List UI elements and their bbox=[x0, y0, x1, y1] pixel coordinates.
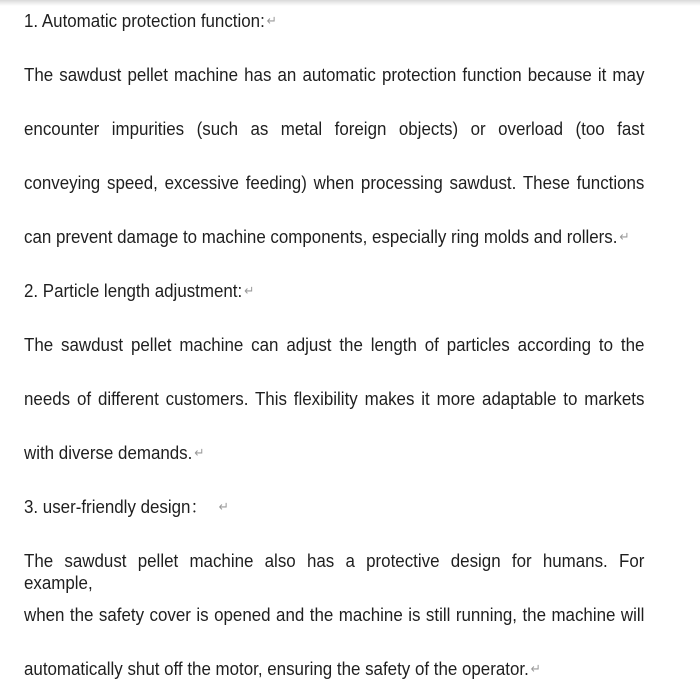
paragraph-mark-icon: ↵ bbox=[266, 13, 277, 28]
paragraph-mark-icon: ↵ bbox=[619, 229, 630, 244]
section-heading-1-text: 1. Automatic protection function: bbox=[24, 11, 265, 31]
paragraph-mark-icon: ↵ bbox=[530, 661, 541, 676]
paragraph-line: conveying speed, excessive feeding) when processing sawdust. These functions bbox=[24, 173, 645, 193]
paragraph-line: needs of different customers. This flexibility makes it more adaptable to markets bbox=[24, 389, 645, 409]
paragraph-line: encounter impurities (such as metal foreign objects) or overload (too fast bbox=[24, 119, 645, 139]
section-heading-2-text: 2. Particle length adjustment: bbox=[24, 281, 243, 301]
paragraph-last-line bbox=[24, 442, 204, 464]
paragraph-last-line bbox=[24, 658, 541, 680]
paragraph-line: The sawdust pellet machine can adjust the length of particles according to the bbox=[24, 335, 645, 355]
section-heading-1 bbox=[24, 10, 277, 32]
paragraph-line: The sawdust pellet machine has an automatic protection function because it may bbox=[24, 65, 645, 85]
section-heading-2 bbox=[24, 280, 254, 302]
paragraph-mark-icon: ↵ bbox=[194, 445, 205, 460]
paragraph-line: when the safety cover is opened and the machine is still running, the machine will bbox=[24, 605, 645, 625]
section-heading-3 bbox=[24, 496, 229, 518]
paragraph-mark-icon: ↵ bbox=[218, 499, 229, 514]
paragraph-mark-icon: ↵ bbox=[244, 283, 255, 298]
paragraph-line-text: with diverse demands. bbox=[24, 443, 193, 463]
paragraph-line-text: can prevent damage to machine components, especially ring molds and rollers. bbox=[24, 227, 618, 247]
paragraph-last-line bbox=[24, 226, 630, 248]
section-heading-3-text: 3. user-friendly design： bbox=[24, 497, 208, 517]
top-edge-shadow bbox=[0, 0, 700, 6]
paragraph-line: The sawdust pellet machine also has a protective design for humans. For example, bbox=[24, 551, 645, 593]
paragraph-line-text: automatically shut off the motor, ensuring the safety of the operator. bbox=[24, 659, 529, 679]
